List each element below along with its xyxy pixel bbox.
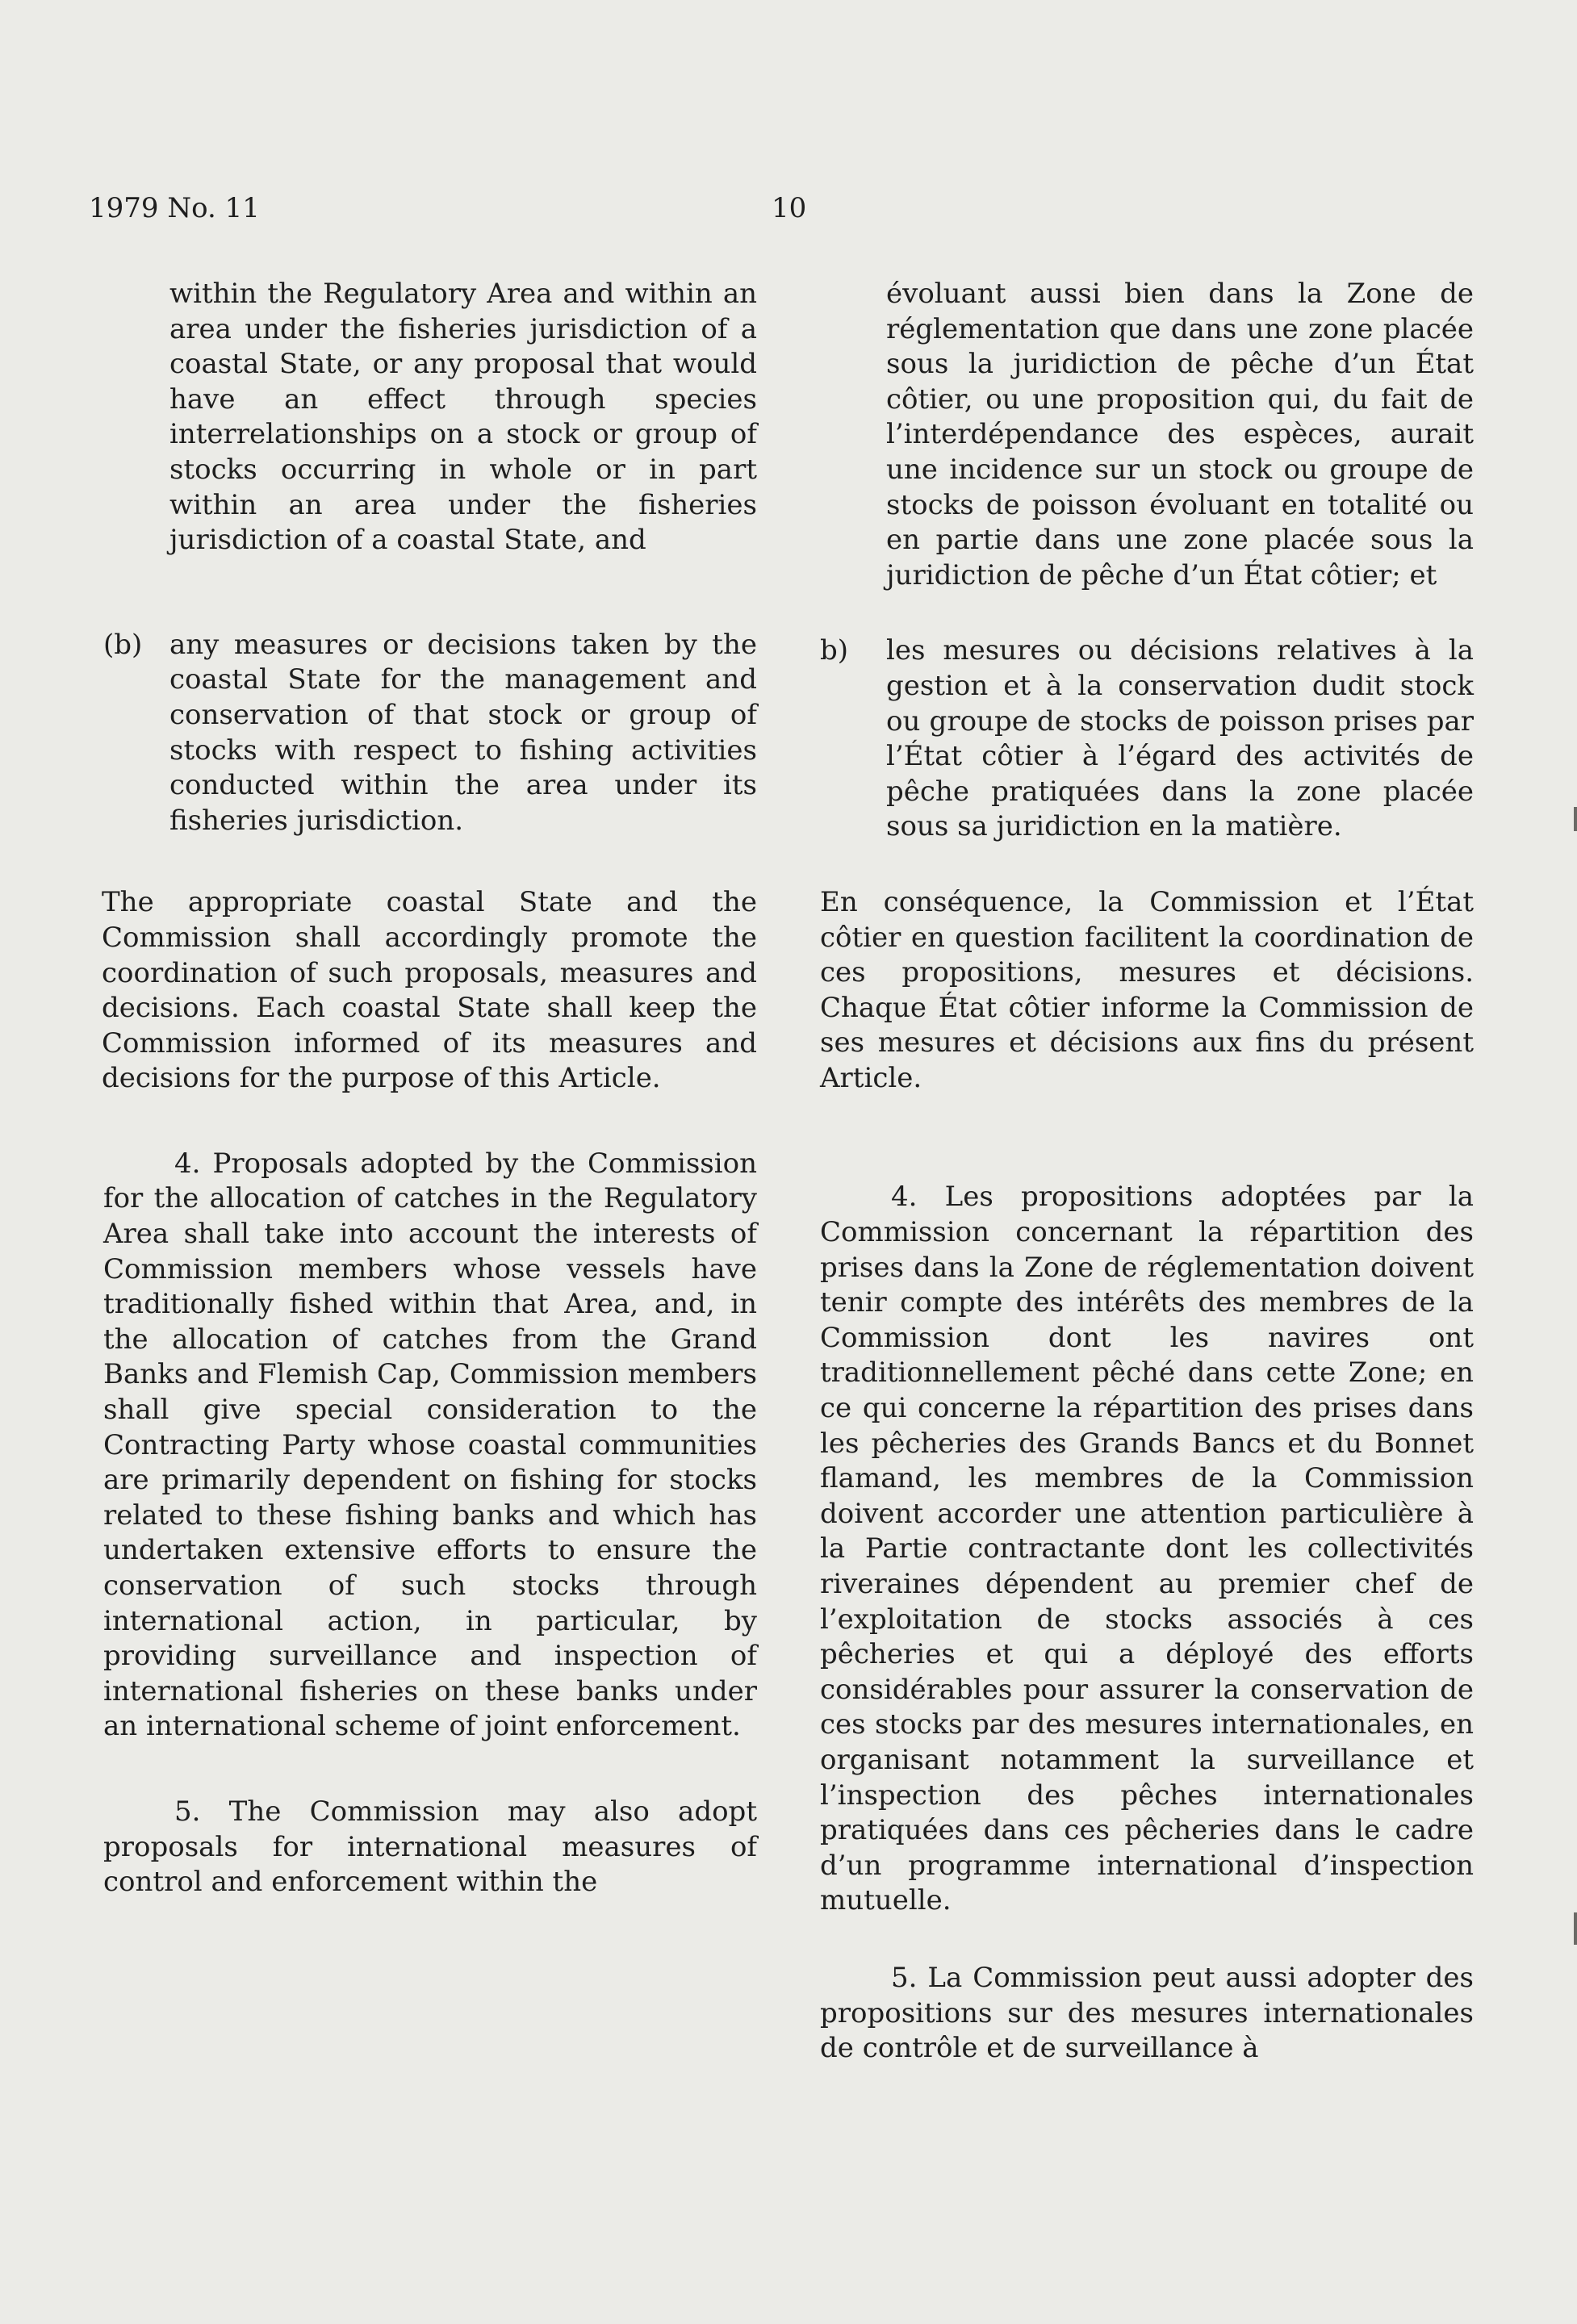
english-continuation-paragraph: within the Regulatory Area and within an area under the fisheries jurisdiction of a coastal State, or any proposal that would have an effect through species interrelationships on a stock or group of stocks occurring in whole or in part within an area under the fisheries jurisdiction of a coastal State, and xyxy=(169,278,757,557)
english-coordination-paragraph: The appropriate coastal State and the Commission shall accordingly promote the coordination of such proposals, measures and decisions. Each coastal State shall keep the Commission informed of its measures and decisions for the purpose of this Article. xyxy=(102,886,757,1095)
page-header xyxy=(0,192,1577,232)
french-item-b-text: les mesures ou décisions relatives à la gestion et à la conservation dudit stock ou groupe de stocks de poisson prises par l’État côtier à l’égard des activités de pêche pratiquées dans la zone placée sous sa juridiction en la matière. xyxy=(886,634,1474,843)
english-item-b-label: (b) xyxy=(103,628,143,661)
page-edge-mark xyxy=(1574,1912,1577,1945)
page-edge-mark xyxy=(1574,807,1577,831)
french-item-b-label: b) xyxy=(820,634,849,667)
english-paragraph-5: 5. The Commission may also adopt proposals for international measures of control and enforcement within the xyxy=(103,1795,757,1899)
document-reference: 1979 No. 11 xyxy=(89,192,260,224)
french-column xyxy=(820,277,1474,2107)
french-paragraph-5: 5. La Commission peut aussi adopter des propositions sur des mesures internationales de contrôle et de surveillance à xyxy=(820,1961,1474,2065)
english-item-b xyxy=(103,628,757,839)
french-item-b xyxy=(820,633,1474,845)
english-column xyxy=(103,277,757,1941)
french-paragraph-4: 4. Les propositions adoptées par la Commission concernant la répartition des prises dans la Zone de réglementation doivent tenir compte des intérêts des membres de la Commission dont les navires ont traditionnellement pêché dans cette Zone; en ce qui concerne la répartition des prises dans les pêcheries des Grands Bancs et du Bonnet flamand, les membres de la Commission doivent accorder une attention particulière à la Partie contractante dont les collectivités riveraines dépendent au premier chef de l’exploitation de stocks associés à ces pêcheries et qui a déployé des efforts considérables pour assurer la conservation de ces stocks par des mesures internationales, en organisant notamment la surveillance et l’inspection des pêches internationales pratiquées dans ces pêcheries dans le cadre d’un programme international d’inspection mutuelle. xyxy=(820,1181,1474,1917)
page-number: 10 xyxy=(772,192,807,224)
french-coordination-paragraph: En conséquence, la Commission et l’État côtier en question facilitent la coordination de ces propositions, mesures et décisions. Chaque État côtier informe la Commission de ses mesures et décisions aux fins du présent Article. xyxy=(820,885,1474,1094)
french-continuation-paragraph: évoluant aussi bien dans la Zone de réglementation que dans une zone placée sous la juridiction de pêche d’un État côtier, ou une proposition qui, du fait de l’interdépendance des espèces, aurait une incidence sur un stock ou groupe de stocks de poisson évoluant en totalité ou en partie dans une zone placée sous la juridiction de pêche d’un État côtier; et xyxy=(886,278,1474,591)
english-item-b-text: any measures or decisions taken by the coastal State for the management and conservation of that stock or group of stocks with respect to fishing activities conducted within the area under its fisheries jurisdiction. xyxy=(169,628,757,837)
english-paragraph-4: 4. Proposals adopted by the Commission for the allocation of catches in the Regulatory Area shall take into account the interests of Commission members whose vessels have traditionally fished within that Area, and, in the allocation of catches from the Grand Banks and Flemish Cap, Commission members shall give special consideration to the Contracting Party whose coastal communities are primarily dependent on fishing for stocks related to these fishing banks and which has undertaken extensive efforts to ensure the conservation of such stocks through international action, in particular, by providing surveillance and inspection of international fisheries on these banks under an international scheme of joint enforcement. xyxy=(103,1147,757,1743)
